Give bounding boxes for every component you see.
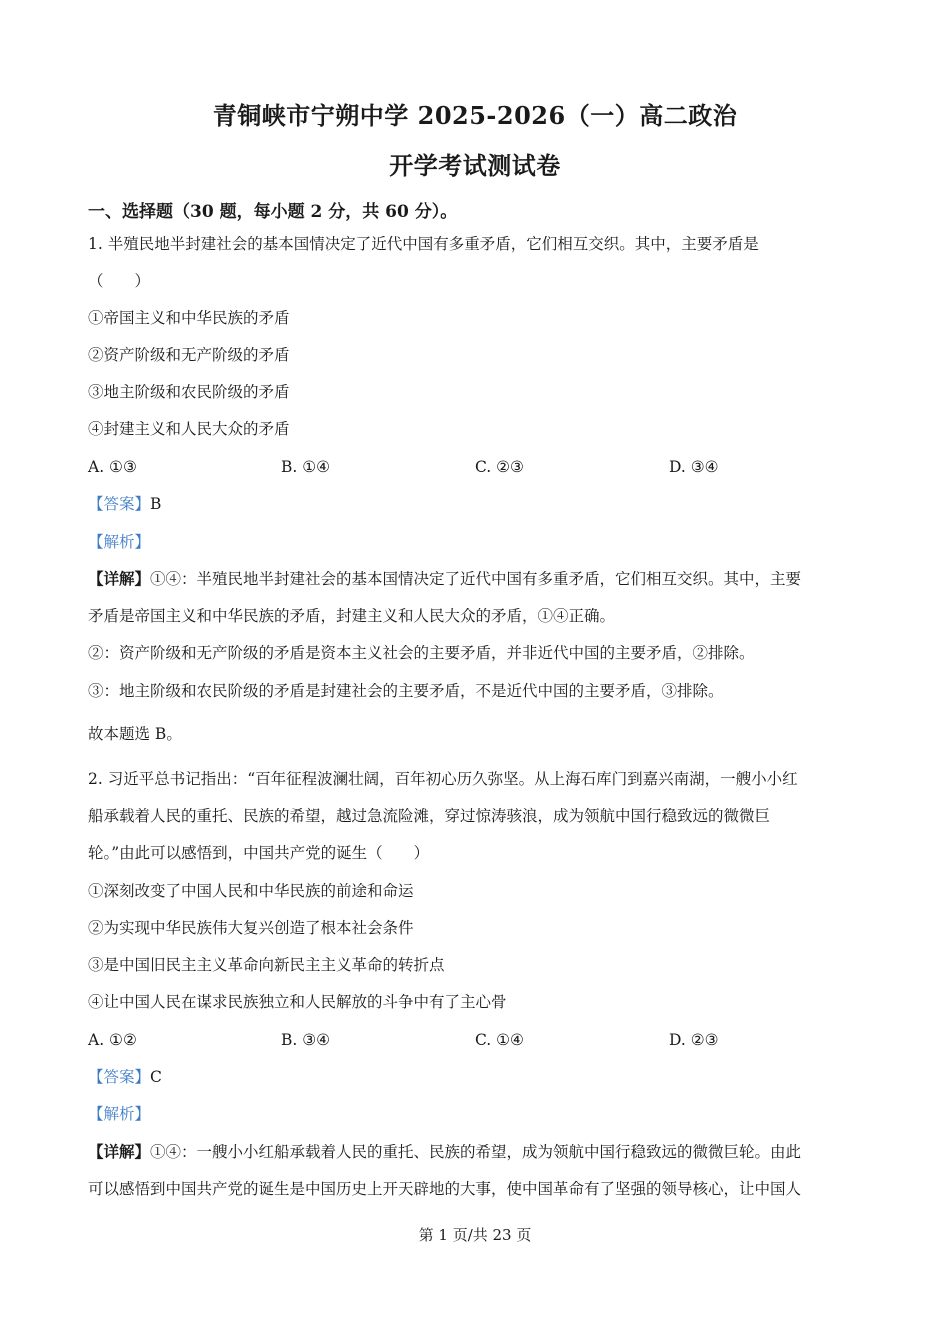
- q2-analysis: [88, 1104, 150, 1124]
- q1-item-3: ③地主阶级和农民阶级的矛盾: [88, 383, 290, 401]
- q1-option-b: B. ①④: [281, 458, 331, 476]
- q2-item-3: ③是中国旧民主主义革命向新民主主义革命的转折点: [88, 956, 445, 974]
- page-footer: 第 1 页/共 23 页: [418, 1226, 532, 1244]
- page-subtitle: 开学考试测试卷: [389, 151, 561, 180]
- q2-stem-line3: 轮。”由此可以感悟到，中国共产党的诞生（ ）: [88, 844, 430, 862]
- q1-option-d: D. ③④: [669, 458, 719, 476]
- q2-option-c: C. ①④: [475, 1031, 524, 1049]
- q1-detail-line4: ③：地主阶级和农民阶级的矛盾是封建社会的主要矛盾，不是近代中国的主要矛盾，③排除。: [88, 682, 724, 700]
- q2-item-4: ④让中国人民在谋求民族独立和人民解放的斗争中有了主心骨: [88, 993, 507, 1011]
- q1-analysis-tag: 【解析】: [88, 533, 151, 551]
- q2-detail-text1: ①④：一艘小小红船承载着人民的重托、民族的希望，成为领航中国行稳致远的微微巨轮。由此: [150, 1143, 802, 1161]
- q1-stem-line2: （ ）: [88, 272, 151, 290]
- q2-option-a: A. ①②: [88, 1031, 137, 1049]
- q1-analysis: [88, 532, 150, 552]
- q2-answer-tag: 【答案】: [88, 1068, 151, 1086]
- q2-option-b: B. ③④: [281, 1031, 331, 1049]
- page-title: 青铜峡市宁朔中学 2025-2026（一）高二政治: [212, 101, 738, 130]
- q1-conclusion: 故本题选 B。: [88, 725, 182, 743]
- q1-answer-value: B: [150, 495, 162, 513]
- q2-item-2: ②为实现中华民族伟大复兴创造了根本社会条件: [88, 919, 414, 937]
- q1-detail-line1: [88, 569, 801, 589]
- q2-detail-line1: [88, 1142, 801, 1162]
- q1-detail-text1: ①④：半殖民地半封建社会的基本国情决定了近代中国有多重矛盾，它们相互交织。其中，主要: [150, 570, 802, 588]
- section-heading: 一、选择题（30 题，每小题 2 分，共 60 分）。: [88, 202, 458, 222]
- q2-answer: [88, 1067, 162, 1087]
- q2-detail-line2: 可以感悟到中国共产党的诞生是中国历史上开天辟地的大事，使中国革命有了坚强的领导核心，让中国人: [88, 1180, 802, 1198]
- q2-item-1: ①深刻改变了中国人民和中华民族的前途和命运: [88, 882, 414, 900]
- q2-stem-line1: 2. 习近平总书记指出：“百年征程波澜壮阔，百年初心历久弥坚。从上海石库门到嘉兴南湖，一艘小小红: [88, 770, 798, 788]
- q1-item-2: ②资产阶级和无产阶级的矛盾: [88, 346, 290, 364]
- q1-detail-line2: 矛盾是帝国主义和中华民族的矛盾，封建主义和人民大众的矛盾，①④正确。: [88, 607, 616, 625]
- q1-stem-line1: 1. 半殖民地半封建社会的基本国情决定了近代中国有多重矛盾，它们相互交织。其中，主要矛盾是: [88, 235, 759, 253]
- q1-item-4: ④封建主义和人民大众的矛盾: [88, 420, 290, 438]
- q1-option-c: C. ②③: [475, 458, 524, 476]
- q2-detail-tag: 【详解】: [88, 1142, 151, 1161]
- q1-item-1: ①帝国主义和中华民族的矛盾: [88, 309, 290, 327]
- q2-option-d: D. ②③: [669, 1031, 719, 1049]
- q1-option-a: A. ①③: [88, 458, 137, 476]
- q2-analysis-tag: 【解析】: [88, 1105, 151, 1123]
- q2-answer-value: C: [150, 1068, 162, 1086]
- q1-answer: [88, 494, 161, 514]
- q1-detail-tag: 【详解】: [88, 569, 151, 588]
- q1-detail-line3: ②：资产阶级和无产阶级的矛盾是资本主义社会的主要矛盾，并非近代中国的主要矛盾，②排除。: [88, 644, 755, 662]
- q1-answer-tag: 【答案】: [88, 495, 151, 513]
- q2-stem-line2: 船承载着人民的重托、民族的希望，越过急流险滩，穿过惊涛骇浪，成为领航中国行稳致远的微微巨: [88, 807, 771, 825]
